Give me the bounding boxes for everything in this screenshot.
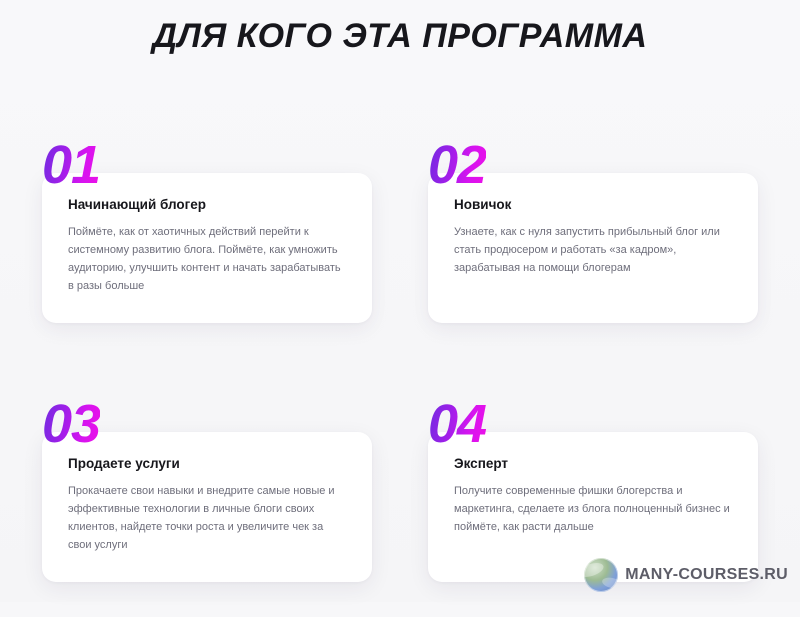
card-text: Поймёте, как от хаотичных действий перейти к системному развитию блога. Поймёте, как умножить аудиторию, улучшить контент и начать зарабатывать в разы больше: [68, 226, 341, 292]
card-text: Узнаете, как с нуля запустить прибыльный блог или стать продюсером и работать «за кадром», зарабатывая на помощи блогерам: [454, 226, 720, 274]
card-text: Получите современные фишки блогерства и маркетинга, сделаете из блога полноценный бизнес и поймёте, как расти дальше: [454, 485, 730, 533]
card-number: 02: [428, 135, 487, 195]
card-item: [428, 135, 758, 358]
card-title: Продаете услуги: [68, 456, 180, 471]
card-title: Начинающий блогер: [68, 197, 207, 212]
card-number: 03: [42, 394, 101, 454]
card-text: Прокачаете свои навыки и внедрите самые новые и эффективные технологии в личные блоги своих клиентов, найдете точки роста и увеличите чек за свои услуги: [68, 485, 335, 551]
card-number: 01: [42, 135, 101, 195]
globe-icon: [584, 558, 618, 592]
card-number: 04: [428, 394, 487, 454]
page-title: ДЛЯ КОГО ЭТА ПРОГРАММА: [152, 17, 648, 55]
card-body: [428, 173, 758, 323]
card-title: Новичок: [454, 197, 512, 212]
watermark: [584, 558, 788, 592]
cards-grid: [0, 135, 800, 617]
card-item: [42, 135, 372, 358]
card-body: [42, 432, 372, 582]
watermark-text: MANY-COURSES.RU: [625, 566, 788, 583]
card-item: [42, 394, 372, 617]
cards-row-1: [0, 135, 800, 358]
card-title: Эксперт: [454, 456, 509, 471]
card-body: [42, 173, 372, 323]
